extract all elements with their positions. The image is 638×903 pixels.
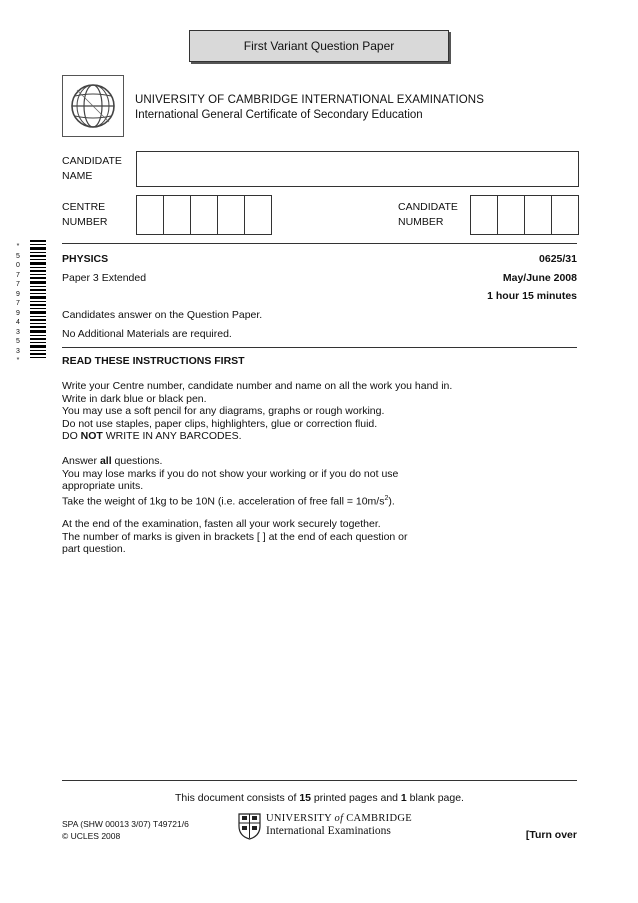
barcode-digits: * 5 0 7 7 9 7 9 4 3 5 3 * — [16, 243, 20, 364]
divider — [62, 243, 577, 244]
barcode-image — [30, 240, 46, 358]
digit-box[interactable] — [552, 196, 578, 234]
paper-name: Paper 3 Extended — [62, 272, 147, 284]
instructions-paragraph-2: Answer all questions. You may lose marks if you do not show your working or if you do not use appropriate units. Take the weight of 1kg to be 10N (i.e. acceleration of free fall = $10m/s^2$). — [62, 455, 399, 507]
duration: 1 hour 15 minutes — [487, 290, 577, 302]
university-name: UNIVERSITY OF CAMBRIDGE INTERNATIONAL EXAMINATIONS — [135, 94, 484, 106]
turn-over: [Turn over — [525, 829, 577, 841]
barcode-warning: DO NOT WRITE IN ANY BARCODES. — [62, 430, 242, 442]
digit-box[interactable] — [245, 196, 271, 234]
page-count-note: This document consists of 15 printed pages and 1 blank page. — [175, 792, 464, 804]
paper-code: 0625/31 — [539, 253, 577, 265]
digit-box[interactable] — [191, 196, 218, 234]
variant-banner — [189, 30, 449, 62]
digit-box[interactable] — [498, 196, 525, 234]
candidate-name-field[interactable] — [136, 151, 579, 187]
candidate-number-label: CANDIDATE NUMBER — [398, 201, 458, 228]
instructions-paragraph-1: Write your Centre number, candidate number and name on all the work you hand in. Write in dark blue or black pen. You may use a soft pencil for any diagrams, graphs or rough working. Do not use staples, paper clips, highlighters, glue or correction fluid. DO NOT WRITE IN ANY BARCODES. — [62, 380, 482, 443]
cambridge-logo-text: UNIVERSITY of CAMBRIDGE International Examinations — [266, 813, 412, 837]
qualification-name: International General Certificate of Secondary Education — [135, 109, 423, 121]
answer-note: Candidates answer on the Question Paper. — [62, 309, 263, 321]
instructions-heading: READ THESE INSTRUCTIONS FIRST — [62, 355, 245, 367]
variant-banner-text: First Variant Question Paper — [243, 39, 395, 53]
digit-box[interactable] — [218, 196, 245, 234]
centre-number-label: CENTRE NUMBER — [62, 201, 108, 228]
digit-box[interactable] — [164, 196, 191, 234]
candidate-name-label: CANDIDATE NAME — [62, 155, 122, 182]
digit-box[interactable] — [525, 196, 552, 234]
footer-reference: SPA (SHW 00013 3/07) T49721/6 © UCLES 2008 — [62, 819, 189, 841]
materials-note: No Additional Materials are required. — [62, 328, 232, 340]
divider — [62, 347, 577, 348]
digit-box[interactable] — [471, 196, 498, 234]
divider — [62, 780, 577, 781]
globe-icon — [63, 76, 123, 136]
instructions-paragraph-3: At the end of the examination, fasten all your work securely together. The number of marks is given in brackets [ ] at the end of each question or part question. — [62, 518, 408, 555]
candidate-number-boxes[interactable] — [470, 195, 579, 235]
session: May/June 2008 — [502, 272, 577, 284]
subject: PHYSICS — [62, 253, 109, 265]
centre-number-boxes[interactable] — [136, 195, 272, 235]
digit-box[interactable] — [137, 196, 164, 234]
cambridge-crest-icon — [237, 812, 262, 840]
globe-logo — [62, 75, 124, 137]
